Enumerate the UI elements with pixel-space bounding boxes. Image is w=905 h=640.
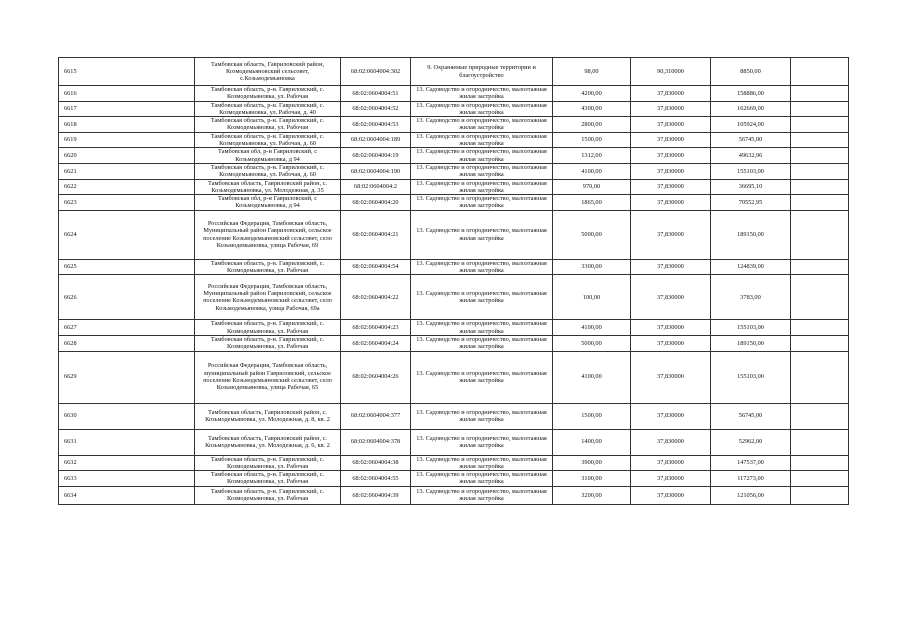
row-number: 6620 — [59, 148, 195, 164]
specific-value-cell: 37,830000 — [631, 132, 711, 148]
empty-cell — [791, 471, 849, 487]
address-cell: Российская Федерация, Тамбовская область, Муниципальный район Гавриловский, сельское поселение Козьмодемьяновский сельсовет, село Козьмодемьяновка, улица Рабочая, 69 — [195, 210, 341, 259]
row-number: 6624 — [59, 210, 195, 259]
empty-cell — [791, 86, 849, 102]
cadastral-value-cell: 124839,00 — [711, 259, 791, 275]
address-cell: Тамбовская область, р-н. Гавриловский, с. Козмодемьяновка, ул. Рабочая — [195, 86, 341, 102]
table-row — [59, 195, 849, 211]
land-use-cell: 13. Садоводство и огородничество, малоэтажная жилая застройка — [411, 335, 553, 351]
address-cell: Тамбовская обл, р-н Гавриловский, с Козьмодемьяновка, д 94 — [195, 195, 341, 211]
cadastral-value-cell: 158886,00 — [711, 86, 791, 102]
address-cell: Тамбовская область, Гавриловский район, с. Козьмодемьяновка, ул. Молодежная, д. 6, кв. 2 — [195, 429, 341, 455]
cadastral-value-cell: 189150,00 — [711, 335, 791, 351]
table-body — [59, 58, 849, 505]
specific-value-cell: 37,830000 — [631, 195, 711, 211]
area-cell: 1500,00 — [553, 132, 631, 148]
cadastral-value-cell: 105924,00 — [711, 117, 791, 133]
row-number: 6623 — [59, 195, 195, 211]
address-cell: Тамбовская область, р-н. Гавриловский, с. Козмодемьяновка, ул. Рабочая — [195, 455, 341, 471]
empty-cell — [791, 117, 849, 133]
area-cell: 1865,00 — [553, 195, 631, 211]
address-cell: Тамбовская область, Гавриловский район, Козмодемьяновский сельсовет, с.Козьмодемьяновка — [195, 58, 341, 86]
row-number: 6619 — [59, 132, 195, 148]
table-row — [59, 275, 849, 320]
land-use-cell: 13. Садоводство и огородничество, малоэтажная жилая застройка — [411, 163, 553, 179]
area-cell: 98,00 — [553, 58, 631, 86]
empty-cell — [791, 403, 849, 429]
cadastral-value-cell: 3783,00 — [711, 275, 791, 320]
area-cell: 3100,00 — [553, 471, 631, 487]
cadastral-number-cell: 68:02:0604004:19 — [341, 148, 411, 164]
area-cell: 1500,00 — [553, 403, 631, 429]
cadastral-value-table — [58, 57, 848, 505]
table-row — [59, 320, 849, 336]
specific-value-cell: 37,830000 — [631, 351, 711, 403]
row-number: 6626 — [59, 275, 195, 320]
cadastral-number-cell: 68:02:0604004:189 — [341, 132, 411, 148]
cadastral-number-cell: 68:02:0604004:51 — [341, 86, 411, 102]
land-use-cell: 13. Садоводство и огородничество, малоэтажная жилая застройка — [411, 117, 553, 133]
area-cell: 4100,00 — [553, 320, 631, 336]
address-cell: Тамбовская область, р-н. Гавриловский, с. Козмодемьяновка, ул. Рабочая — [195, 117, 341, 133]
empty-cell — [791, 132, 849, 148]
cadastral-value-cell: 162669,00 — [711, 101, 791, 117]
address-cell: Тамбовская область, р-н. Гавриловский, с. Козмодемьяновка, ул. Рабочая, д. 60 — [195, 163, 341, 179]
specific-value-cell: 37,830000 — [631, 117, 711, 133]
cadastral-number-cell: 68:02:0604004:55 — [341, 471, 411, 487]
land-use-cell: 13. Садоводство и огородничество, малоэтажная жилая застройка — [411, 320, 553, 336]
address-cell: Тамбовская обл, р-н Гавриловский, с Козьмодемьяновка, д 94 — [195, 148, 341, 164]
area-cell: 3200,00 — [553, 486, 631, 504]
cadastral-number-cell: 68:02:0604004:20 — [341, 195, 411, 211]
cadastral-value-cell: 49632,96 — [711, 148, 791, 164]
empty-cell — [791, 163, 849, 179]
land-use-cell: 13. Садоводство и огородничество, малоэтажная жилая застройка — [411, 210, 553, 259]
table-row — [59, 179, 849, 195]
land-use-cell: 13. Садоводство и огородничество, малоэтажная жилая застройка — [411, 471, 553, 487]
table-row — [59, 335, 849, 351]
table-row — [59, 455, 849, 471]
specific-value-cell: 37,830000 — [631, 429, 711, 455]
land-use-cell: 13. Садоводство и огородничество, малоэтажная жилая застройка — [411, 351, 553, 403]
address-cell: Российская Федерация, Тамбовская область, муниципальный район Гавриловский, сельское поселение Козьмодемьяновский сельсовет, село Козьмодемьяновка, улица Рабочая, 65 — [195, 351, 341, 403]
specific-value-cell: 37,830000 — [631, 403, 711, 429]
land-use-cell: 13. Садоводство и огородничество, малоэтажная жилая застройка — [411, 86, 553, 102]
specific-value-cell: 37,830000 — [631, 101, 711, 117]
table-row — [59, 58, 849, 86]
area-cell: 1400,00 — [553, 429, 631, 455]
row-number: 6629 — [59, 351, 195, 403]
specific-value-cell: 37,830000 — [631, 179, 711, 195]
empty-cell — [791, 195, 849, 211]
table-row — [59, 471, 849, 487]
row-number: 6633 — [59, 471, 195, 487]
table-row — [59, 163, 849, 179]
area-cell: 1312,00 — [553, 148, 631, 164]
land-use-cell: 13. Садоводство и огородничество, малоэтажная жилая застройка — [411, 259, 553, 275]
specific-value-cell: 37,830000 — [631, 335, 711, 351]
cadastral-value-cell: 56745,00 — [711, 132, 791, 148]
table-row — [59, 259, 849, 275]
land-use-cell: 9. Охраняемые природные территории и благоустройство — [411, 58, 553, 86]
table-row — [59, 486, 849, 504]
area-cell: 4300,00 — [553, 101, 631, 117]
cadastral-value-cell: 52962,00 — [711, 429, 791, 455]
table-row — [59, 403, 849, 429]
land-use-cell: 13. Садоводство и огородничество, малоэтажная жилая застройка — [411, 101, 553, 117]
cadastral-number-cell: 68:02:0604004:23 — [341, 320, 411, 336]
address-cell: Тамбовская область, Гавриловский район, с. Козьмодемьяновка, ул. Молодежная, д. 35 — [195, 179, 341, 195]
area-cell: 4100,00 — [553, 351, 631, 403]
cadastral-number-cell: 68:02:0604004:378 — [341, 429, 411, 455]
land-use-cell: 13. Садоводство и огородничество, малоэтажная жилая застройка — [411, 429, 553, 455]
cadastral-number-cell: 68:02:0604004:302 — [341, 58, 411, 86]
land-use-cell: 13. Садоводство и огородничество, малоэтажная жилая застройка — [411, 455, 553, 471]
area-cell: 3300,00 — [553, 259, 631, 275]
table-row — [59, 117, 849, 133]
row-number: 6634 — [59, 486, 195, 504]
area-cell: 100,00 — [553, 275, 631, 320]
cadastral-value-cell: 121056,00 — [711, 486, 791, 504]
empty-cell — [791, 320, 849, 336]
table-row — [59, 132, 849, 148]
specific-value-cell: 37,830000 — [631, 86, 711, 102]
address-cell: Тамбовская область, р-н. Гавриловский, с. Козмодемьяновка, ул. Рабочая — [195, 335, 341, 351]
address-cell: Тамбовская область, р-н. Гавриловский, с. Козмодемьяновка, ул. Рабочая — [195, 486, 341, 504]
land-use-cell: 13. Садоводство и огородничество, малоэтажная жилая застройка — [411, 195, 553, 211]
cadastral-number-cell: 68:02:0604004:54 — [341, 259, 411, 275]
cadastral-number-cell: 68:02:0604004:190 — [341, 163, 411, 179]
area-cell: 4200,00 — [553, 86, 631, 102]
cadastral-value-cell: 36695,10 — [711, 179, 791, 195]
table-row — [59, 351, 849, 403]
cadastral-value-cell: 189150,00 — [711, 210, 791, 259]
empty-cell — [791, 259, 849, 275]
address-cell: Тамбовская область, р-н. Гавриловский, с. Козмодемьяновка, ул. Рабочая, д. 40 — [195, 101, 341, 117]
empty-cell — [791, 486, 849, 504]
row-number: 6617 — [59, 101, 195, 117]
specific-value-cell: 37,830000 — [631, 148, 711, 164]
table-row — [59, 210, 849, 259]
cadastral-number-cell: 68:02:0604004:21 — [341, 210, 411, 259]
row-number: 6630 — [59, 403, 195, 429]
cadastral-value-cell: 155103,00 — [711, 163, 791, 179]
row-number: 6616 — [59, 86, 195, 102]
row-number: 6615 — [59, 58, 195, 86]
empty-cell — [791, 179, 849, 195]
land-use-cell: 13. Садоводство и огородничество, малоэтажная жилая застройка — [411, 132, 553, 148]
table-row — [59, 101, 849, 117]
empty-cell — [791, 335, 849, 351]
row-number: 6621 — [59, 163, 195, 179]
row-number: 6631 — [59, 429, 195, 455]
area-cell: 5000,00 — [553, 335, 631, 351]
cadastral-number-cell: 68:02:0604004:53 — [341, 117, 411, 133]
area-cell: 5000,00 — [553, 210, 631, 259]
empty-cell — [791, 429, 849, 455]
address-cell: Тамбовская область, р-н. Гавриловский, с. Козмодемьяновка, ул. Рабочая — [195, 471, 341, 487]
row-number: 6625 — [59, 259, 195, 275]
specific-value-cell: 37,830000 — [631, 210, 711, 259]
row-number: 6628 — [59, 335, 195, 351]
land-use-cell: 13. Садоводство и огородничество, малоэтажная жилая застройка — [411, 179, 553, 195]
land-use-cell: 13. Садоводство и огородничество, малоэтажная жилая застройка — [411, 148, 553, 164]
area-cell: 4100,00 — [553, 163, 631, 179]
land-use-cell: 13. Садоводство и огородничество, малоэтажная жилая застройка — [411, 403, 553, 429]
specific-value-cell: 37,830000 — [631, 486, 711, 504]
cadastral-number-cell: 68:02:0604004:2 — [341, 179, 411, 195]
empty-cell — [791, 101, 849, 117]
cadastral-number-cell: 68:02:0604004:39 — [341, 486, 411, 504]
empty-cell — [791, 351, 849, 403]
address-cell: Тамбовская область, Гавриловский район, с. Козьмодемьяновка, ул. Молодежная, д. 8, кв. 2 — [195, 403, 341, 429]
row-number: 6632 — [59, 455, 195, 471]
cadastral-value-cell: 56745,00 — [711, 403, 791, 429]
cadastral-value-cell: 8850,00 — [711, 58, 791, 86]
address-cell: Тамбовская область, р-н. Гавриловский, с. Козмодемьяновка, ул. Рабочая — [195, 259, 341, 275]
cadastral-number-cell: 68:02:0604004:22 — [341, 275, 411, 320]
land-use-cell: 13. Садоводство и огородничество, малоэтажная жилая застройка — [411, 275, 553, 320]
specific-value-cell: 37,830000 — [631, 259, 711, 275]
specific-value-cell: 37,830000 — [631, 471, 711, 487]
area-cell: 970,00 — [553, 179, 631, 195]
cadastral-value-cell: 155103,00 — [711, 320, 791, 336]
cadastral-value-cell: 155103,00 — [711, 351, 791, 403]
land-use-cell: 13. Садоводство и огородничество, малоэтажная жилая застройка — [411, 486, 553, 504]
address-cell: Российская Федерация, Тамбовская область, Муниципальный район Гавриловский, сельское поселение Козьмодемьяновский сельсовет, село Козьмодемьяновка, улица Рабочая, 69а — [195, 275, 341, 320]
cadastral-value-cell: 117273,00 — [711, 471, 791, 487]
row-number: 6618 — [59, 117, 195, 133]
table-row — [59, 86, 849, 102]
specific-value-cell: 37,830000 — [631, 275, 711, 320]
empty-cell — [791, 455, 849, 471]
empty-cell — [791, 210, 849, 259]
specific-value-cell: 37,830000 — [631, 163, 711, 179]
area-cell: 3900,00 — [553, 455, 631, 471]
cadastral-number-cell: 68:02:0604004:377 — [341, 403, 411, 429]
specific-value-cell: 37,830000 — [631, 320, 711, 336]
table-row — [59, 148, 849, 164]
cadastral-value-cell: 70552,95 — [711, 195, 791, 211]
cadastral-number-cell: 68:02:0604004:26 — [341, 351, 411, 403]
empty-cell — [791, 275, 849, 320]
specific-value-cell: 90,310000 — [631, 58, 711, 86]
row-number: 6627 — [59, 320, 195, 336]
table-row — [59, 429, 849, 455]
address-cell: Тамбовская область, р-н. Гавриловский, с. Козмодемьяновка, ул. Рабочая, д. 60 — [195, 132, 341, 148]
empty-cell — [791, 58, 849, 86]
area-cell: 2800,00 — [553, 117, 631, 133]
cadastral-value-cell: 147537,00 — [711, 455, 791, 471]
specific-value-cell: 37,830000 — [631, 455, 711, 471]
empty-cell — [791, 148, 849, 164]
cadastral-number-cell: 68:02:0604004:52 — [341, 101, 411, 117]
row-number: 6622 — [59, 179, 195, 195]
address-cell: Тамбовская область, р-н. Гавриловский, с. Козмодемьяновка, ул. Рабочая — [195, 320, 341, 336]
cadastral-number-cell: 68:02:0604004:24 — [341, 335, 411, 351]
cadastral-number-cell: 68:02:0604004:38 — [341, 455, 411, 471]
